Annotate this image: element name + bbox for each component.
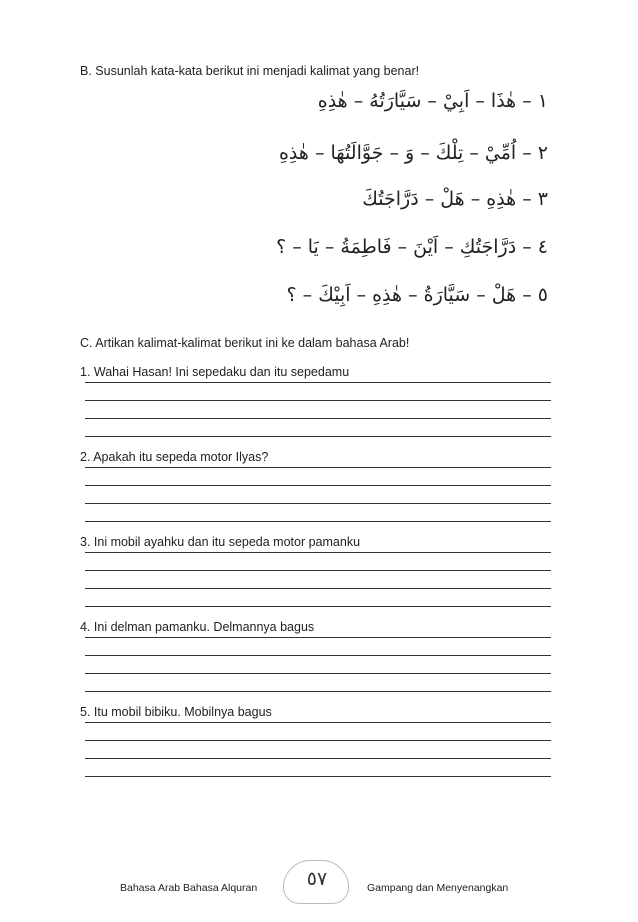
answer-line — [85, 758, 551, 759]
answer-line — [85, 552, 551, 553]
page-footer — [0, 860, 638, 920]
answer-line — [85, 418, 551, 419]
answer-line — [85, 691, 551, 692]
arabic-item-1: ١ – هٰذَا – اَبِيْ – سَيَّارَتُهُ – هٰذِهِ — [317, 90, 548, 112]
answer-line — [85, 776, 551, 777]
answer-line — [85, 606, 551, 607]
answer-line — [85, 588, 551, 589]
arabic-item-3: ٣ – هٰذِهِ – هَلْ – دَرَّاجَتُكَ — [362, 188, 548, 210]
answer-line — [85, 503, 551, 504]
page-number: ٥٧ — [306, 868, 328, 890]
answer-line — [85, 740, 551, 741]
answer-line — [85, 673, 551, 674]
answer-line — [85, 467, 551, 468]
question-5: 5. Itu mobil bibiku. Mobilnya bagus — [80, 705, 272, 719]
answer-line — [85, 400, 551, 401]
arabic-item-4: ٤ – دَرَّاجَتُكِ – اَيْنَ – فَاطِمَةُ – يَا – ؟ — [276, 236, 548, 258]
answer-line — [85, 521, 551, 522]
question-3: 3. Ini mobil ayahku dan itu sepeda motor pamanku — [80, 535, 361, 549]
answer-line — [85, 485, 551, 486]
question-4: 4. Ini delman pamanku. Delmannya bagus — [80, 620, 315, 634]
section-c-heading: C. Artikan kalimat-kalimat berikut ini ke dalam bahasa Arab! — [80, 336, 410, 350]
answer-line — [85, 570, 551, 571]
footer-right-text: Gampang dan Menyenangkan — [367, 882, 509, 894]
footer-left-text: Bahasa Arab Bahasa Alquran — [120, 882, 258, 894]
arabic-item-5: ٥ – هَلْ – سَيَّارَةُ – هٰذِهِ – اَبِيْكَ – ؟ — [286, 284, 548, 306]
answer-line — [85, 637, 551, 638]
answer-line — [85, 436, 551, 437]
section-b-heading: B. Susunlah kata-kata berikut ini menjadi kalimat yang benar! — [80, 64, 420, 78]
answer-line — [85, 382, 551, 383]
answer-line — [85, 655, 551, 656]
answer-line — [85, 722, 551, 723]
question-2: 2. Apakah itu sepeda motor Ilyas? — [80, 450, 269, 464]
question-1: 1. Wahai Hasan! Ini sepedaku dan itu sepedamu — [80, 365, 350, 379]
arabic-item-2: ٢ – اُمِّيْ – تِلْكَ – وَ – جَوَّالَتُهَا – هٰذِهِ — [278, 142, 548, 164]
page-number-badge — [283, 860, 349, 904]
